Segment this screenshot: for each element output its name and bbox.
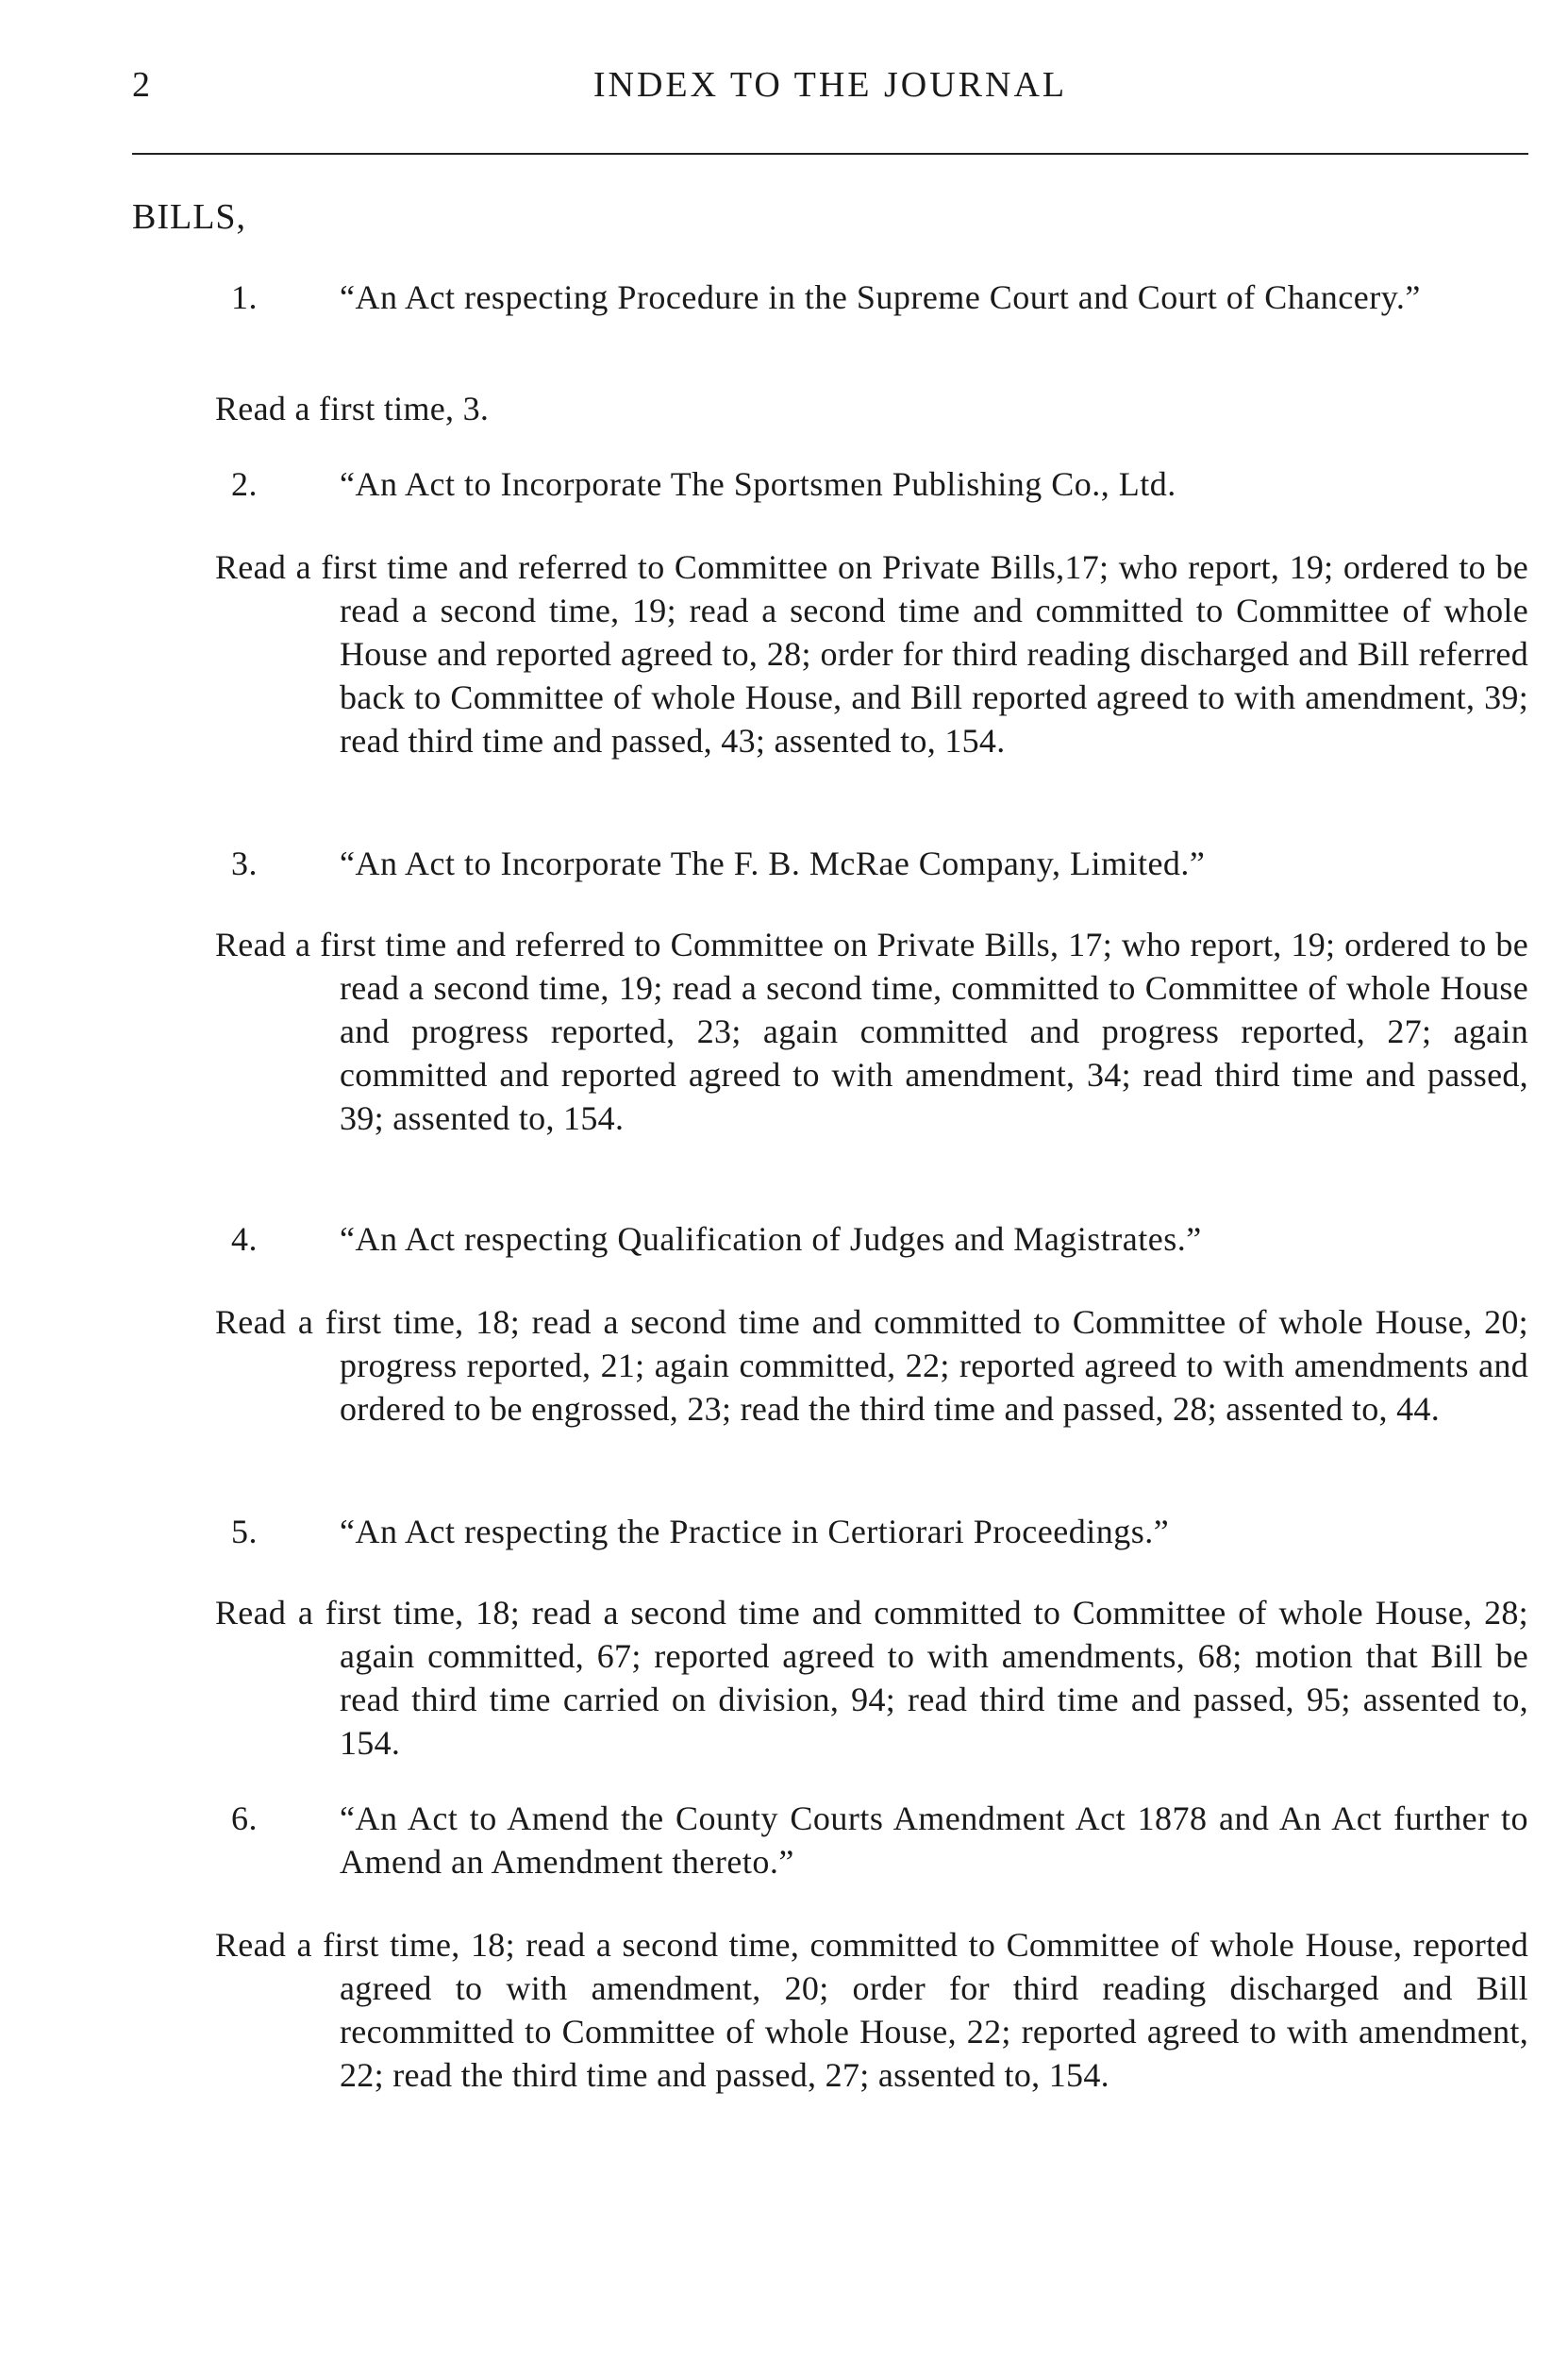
bill-title: [231, 1797, 1528, 1883]
bill-title: [231, 1510, 1528, 1553]
proceedings-text: Read a first time, 18; read a second time and committed to Committee of whole House, 28; again committed, 67; reported agreed to with amendments, 68; motion that Bill be read third time carried on division, 94; read third time and passed, 95; assented to, 154.: [215, 1594, 1528, 1762]
bill-title: [231, 462, 1528, 506]
bill-number: 5.: [231, 1513, 258, 1550]
bill-title-text: “An Act respecting Qualification of Judges and Magistrates.”: [340, 1220, 1202, 1258]
bill-title-text: “An Act respecting Procedure in the Supreme Court and Court of Chancery.”: [340, 278, 1421, 316]
bill-proceedings: [215, 387, 1528, 430]
bill-title: [231, 842, 1528, 885]
proceedings-text: Read a first time and referred to Committee on Private Bills, 17; who report, 19; ordered to be read a second time, 19; read a second time, committed to Committee of whole House and progress reported, 23; again committed and progress reported, 27; again committed and reported agreed to with amendment, 34; read third time and passed, 39; assented to, 154.: [215, 926, 1528, 1137]
bill-proceedings: [215, 1591, 1528, 1765]
proceedings-text: Read a first time, 18; read a second time and committed to Committee of whole House, 20; progress reported, 21; again committed, 22; reported agreed to with amendments and ordered to be engrossed, 23; read the third time and passed, 28; assented to, 44.: [215, 1303, 1528, 1428]
bill-title: [231, 1217, 1528, 1261]
section-heading: BILLS,: [132, 197, 247, 237]
bill-number: 3.: [231, 845, 258, 882]
bill-proceedings: [215, 923, 1528, 1140]
page-number: 2: [132, 65, 151, 105]
page-header: [132, 64, 1528, 121]
bill-number: 1.: [231, 278, 258, 316]
bill-title-text: “An Act respecting the Practice in Certiorari Proceedings.”: [340, 1513, 1170, 1550]
header-rule: [132, 153, 1528, 155]
running-title: INDEX TO THE JOURNAL: [592, 65, 1068, 105]
bill-proceedings: [215, 545, 1528, 762]
bill-number: 6.: [231, 1799, 258, 1837]
bill-proceedings: [215, 1923, 1528, 2097]
proceedings-text: Read a first time, 3.: [215, 390, 490, 427]
bill-number: 2.: [231, 465, 258, 503]
bill-title-text: “An Act to Amend the County Courts Amendment Act 1878 and An Act further to Amend an Amendment thereto.”: [340, 1799, 1528, 1881]
bill-title: [231, 276, 1528, 319]
proceedings-text: Read a first time and referred to Committee on Private Bills,17; who report, 19; ordered to be read a second time, 19; read a second time and committed to Committee of whole House and reported agreed to, 28; order for third reading discharged and Bill referred back to Committee of whole House, and Bill reported agreed to with amendment, 39; read third time and passed, 43; assented to, 154.: [215, 548, 1528, 760]
bill-number: 4.: [231, 1220, 258, 1258]
proceedings-text: Read a first time, 18; read a second time, committed to Committee of whole House, reported agreed to with amendment, 20; order for third reading discharged and Bill recommitted to Committee of whole House, 22; reported agreed to with amendment, 22; read the third time and passed, 27; assented to, 154.: [215, 1926, 1528, 2094]
bill-title-text: “An Act to Incorporate The F. B. McRae Company, Limited.”: [340, 845, 1206, 882]
bill-proceedings: [215, 1300, 1528, 1431]
bill-title-text: “An Act to Incorporate The Sportsmen Publishing Co., Ltd.: [340, 465, 1176, 503]
